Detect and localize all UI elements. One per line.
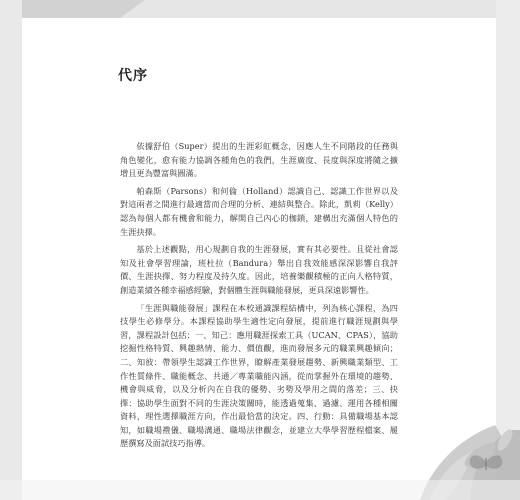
butterfly-icon (470, 455, 503, 470)
page-title: 代序 (118, 68, 148, 84)
paragraph: 基於上述觀點，用心規劃自我的生涯發展，實有其必要性。且從社會認知及社會學習理論，班杜拉（Bandura）舉出自我效能感深深影響自我評價、生涯抉擇、努力程度及持久度。因此，培養樂觀積極的正向人格特質，創造業績各種幸福感經驗，對個體生涯與職能發展，更具深遠影響性。 (120, 244, 398, 295)
paragraph: 帕森斯（Parsons）和何倫（Holland）認識自己、認識工作世界以及對這兩者之間進行最適當而合理的分析、連結與整合。除此，凱莉（Kelly）認為每個人都有機會和能力，解開自己內心的枷鎖，建構出充滿個人特色的生涯抉擇。 (120, 185, 398, 237)
paragraph: 「生涯與職能發展」課程在本校通識課程結構中，列為核心課程，為四技學生必修學分。本課程協助學生適性定向發展，提前進行職涯規劃與學習，課程設計包括：一、知己：應用職涯探索工具（UCAN、CPAS），協助挖掘性格特質、興趣熱情、能力、價值觀，進而發展多元的職業興趣傾向；二、知彼：帶領學生認識工作世界，瞭解產業發展趨勢、新興職業類型、工作性質條件、職能概念、共通／專業職能內涵，從而掌握外在環境的趨勢、機會與威脅，以及分析內在自我的優勢、劣勢及學用之間的落差；三、抉擇：協助學生面對不同的生涯決策關時，能透過蒐集、過濾、運用各種相關資料，理性選擇職涯方向，作出最恰當的決定。四、行動：具備職場基本認知，如職場禮儀、職場溝通、職場法律觀念，並建立大學學習歷程檔案、履歷撰寫及面試技巧指導。 (120, 302, 398, 449)
preface-body (120, 140, 398, 455)
paragraph: 依據舒伯（Super）提出的生涯彩虹概念，因應人生不同階段的任務與角色變化，愈有能力協調各種角色的我們，生涯廣度、長度與深度將隨之擴增且更為豐富與圓滿。 (120, 141, 398, 179)
